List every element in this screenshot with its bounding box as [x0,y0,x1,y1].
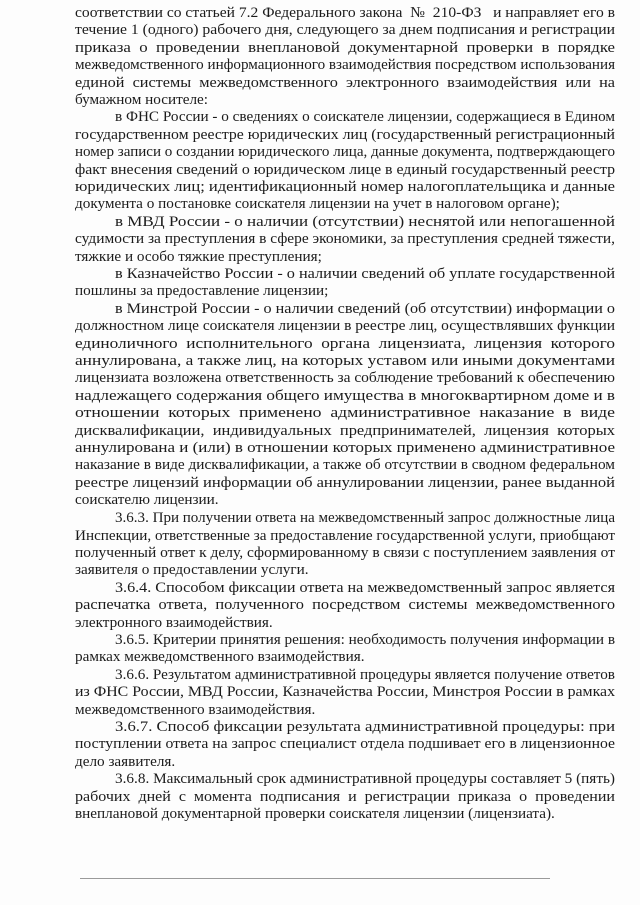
text-line [75,125,615,143]
text-line [75,631,614,648]
line-text: аннулирована, а также лиц, на которых уставом или иными документами [75,352,616,369]
text-line [75,735,616,753]
text-line [75,683,616,701]
text-line [75,248,322,265]
line-text: поступлении ответа на запрос специалист отдела подшивает его в лицензионное [75,735,616,753]
text-line [75,578,616,596]
text-line [75,770,614,787]
text-line [75,334,615,352]
line-text: номер записи о создании юридического лица, данные документа, подтверждающего [75,143,615,161]
line-text: заявителя о предоставлении услуги. [75,561,309,579]
text-line [75,299,615,317]
line-text: 3.6.5. Критерии принятия решения: необходимость получения информации в [115,631,616,648]
line-text: в ФНС России - о сведениях о соискателе лицензии, содержащиеся в Едином [115,108,615,126]
text-line [75,404,615,422]
text-line [75,195,560,212]
text-line [75,509,620,526]
text-line [75,666,616,683]
line-text: факт внесения сведений о юридическом лице в единый государственный реестр [75,160,615,178]
line-text: дисквалификации, индивидуальных предпринимателей, лицензия которых [75,421,615,439]
line-text: в Казначейство России - о наличии сведений об уплате государственной [115,265,616,282]
line-text: наказание в виде дисквалификации, а также об отсутствии в сводном федеральном [75,456,615,474]
text-line [75,73,615,91]
text-line [75,108,615,125]
line-text: соискателю лицензии. [75,491,219,509]
line-text: реестре лицензий информации об аннулировании лицензии, ранее выданной [75,473,615,491]
line-text: бумажном носителе: [75,91,209,108]
text-line [75,143,620,160]
text-line [75,212,616,230]
text-line [75,352,616,369]
text-line [75,4,615,21]
line-text: из ФНС России, МВД России, Казначейства России, Минстроя России в рамках [75,683,616,701]
text-line [75,38,616,56]
text-line [75,439,615,456]
line-text: рамках межведомственного взаимодействия. [75,648,365,666]
text-line [75,386,616,404]
text-line [75,527,616,544]
text-line [75,561,309,578]
text-line [75,701,315,718]
line-text: 3.6.3. При получении ответа на межведомственный запрос должностные лица [115,509,616,527]
line-text: надлежащего содержания общего имущества в многоквартирном доме и в [75,386,616,404]
line-text: в Минстрой России - о наличии сведений (об отсутствии) информации о [115,299,615,317]
text-line [75,614,273,631]
text-line [75,91,208,108]
line-text: 3.6.8. Максимальный срок административной процедуры составляет 5 (пять) [115,770,615,788]
text-line [75,230,615,248]
text-line [75,787,616,805]
line-text: рабочих дней с момента подписания и регистрации приказа о проведении [75,787,616,805]
text-line [75,369,615,387]
line-text: единоличного исполнительного органа лицензиата, лицензия которого [75,334,615,352]
document-body [75,4,615,822]
line-text: лицензиата возложена ответственность за соблюдение требований к обеспечению [75,369,615,387]
text-line [75,421,615,439]
line-text: межведомственного взаимодействия. [75,700,316,718]
text-line [75,265,616,282]
line-text: дело заявителя. [75,752,176,770]
line-text: юридических лиц; идентификационный номер налогоплательщика и данные [75,178,615,195]
line-text: судимости за преступления в сфере экономики, за преступления средней тяжести, [75,230,615,248]
text-line [75,648,365,665]
text-line [75,21,616,39]
text-line [75,491,219,508]
line-text: документа о постановке соискателя лицензии на учет в налоговом органе); [75,195,560,213]
line-text: 3.6.6. Результатом административной процедуры является получение ответов [115,665,615,683]
line-text: соответствии со статьей 7.2 Федерального закона № 210-ФЗ и направляет его в [75,4,615,21]
text-line [75,544,615,561]
line-text: аннулирована и (или) в отношении которых применено административное [75,439,615,456]
line-text: 3.6.7. Способ фиксации результата административной процедуры: при [115,718,615,735]
line-text: единой системы межведомственного электронного взаимодействия или на [75,73,615,91]
text-line [75,282,328,299]
text-line [75,317,615,335]
line-text: приказа о проведении внеплановой документарной проверки в порядке [75,38,616,56]
line-text: отношении которых применено административное наказание в виде [75,404,615,422]
text-line [75,178,615,195]
line-text: 3.6.4. Способом фиксации ответа на межведомственный запрос является [115,578,616,596]
text-line [75,56,619,73]
line-text: в МВД России - о наличии (отсутствии) неснятой или непогашенной [115,212,616,230]
text-line [75,718,615,735]
text-line [75,160,615,178]
text-line [75,473,615,491]
text-line [75,805,555,822]
line-text: должностном лице соискателя лицензии в реестре лиц, осуществлявших функции [75,317,615,335]
footer-rule [80,878,550,879]
line-text: пошлины за предоставление лицензии; [75,282,329,300]
line-text: полученный ответ к делу, сформированному в связи с поступлением заявления от [75,544,615,561]
text-line [75,753,175,770]
text-line [75,596,616,614]
line-text: государственном реестре юридических лиц (государственный регистрационный [75,125,615,143]
line-text: течение 1 (одного) рабочего дня, следующего за днем подписания и регистрации [75,21,616,39]
line-text: Инспекции, ответственные за предоставление государственной услуги, приобщают [75,526,616,544]
line-text: распечатка ответа, полученного посредством системы межведомственного [75,596,616,614]
line-text: электронного взаимодействия. [75,613,273,631]
line-text: тяжкие и особо тяжкие преступления; [75,247,322,265]
line-text: межведомственного информационного взаимодействия посредством использования [75,56,616,74]
line-text: внеплановой документарной проверки соискателя лицензии (лицензиата). [75,805,555,822]
text-line [75,456,615,474]
